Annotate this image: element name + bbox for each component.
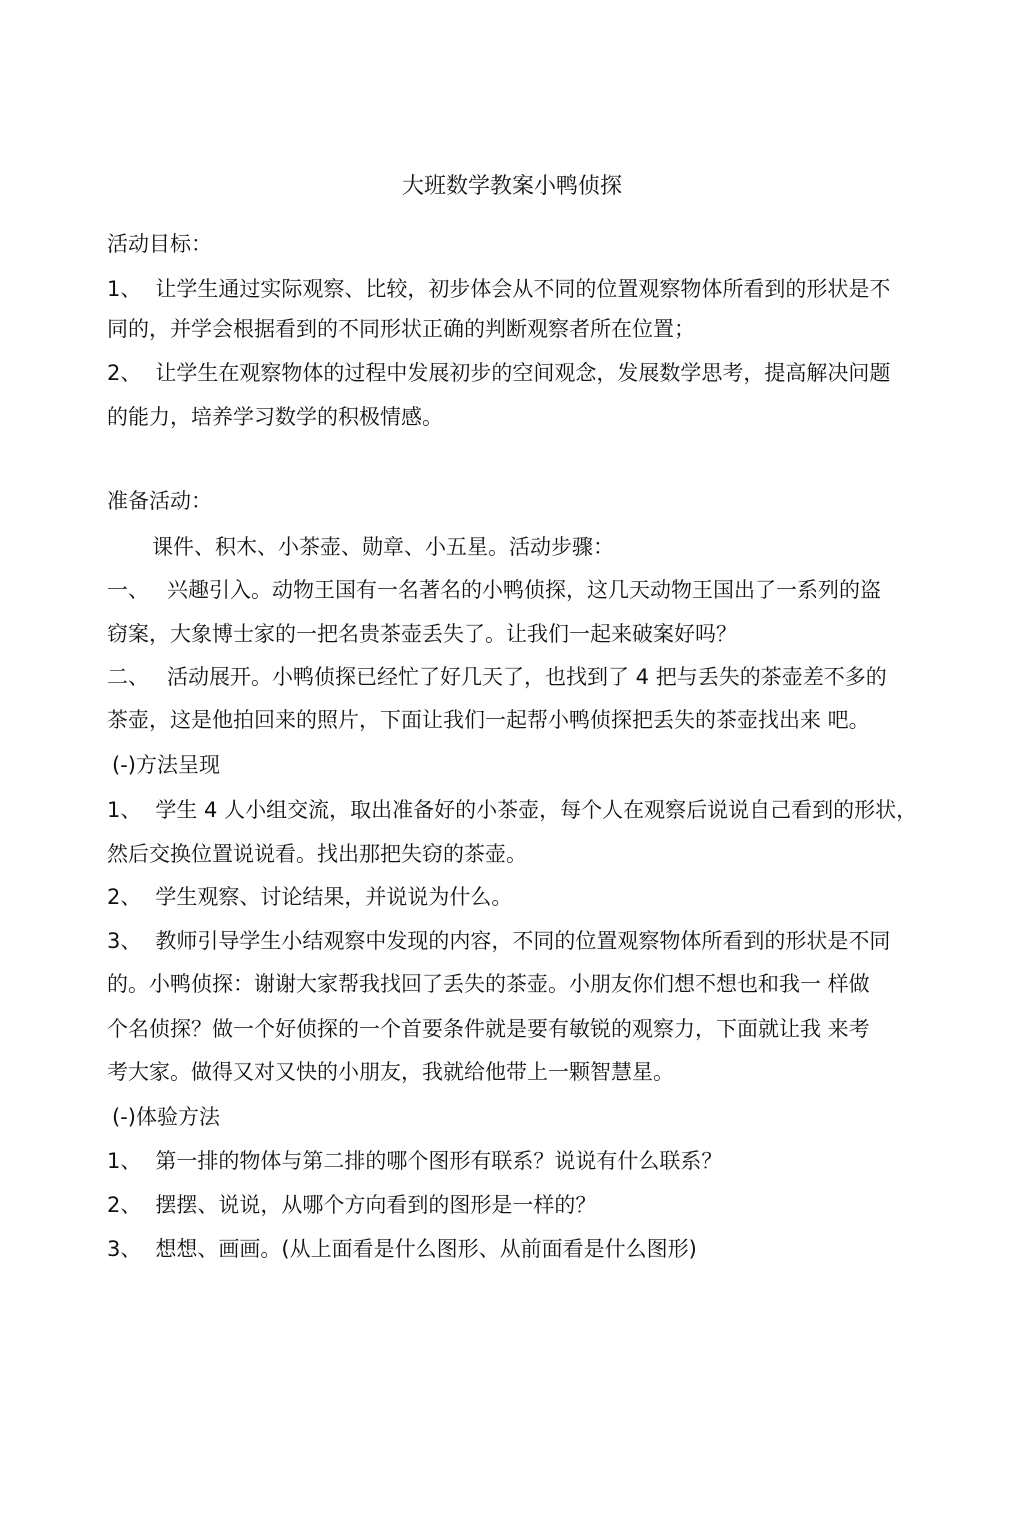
s1-item-2-text: 学生观察、讨论结果，并说说为什么。 [155, 885, 513, 909]
goal-2-line-2: 的能力，培养学习数学的积极情感。 [107, 405, 443, 429]
goal-1-text: 让学生通过实际观察、比较，初步体会从不同的位置观察物体所看到的形状是不 [155, 277, 891, 301]
s2-item-3-text: 想想、画画。(从上面看是什么图形、从前面看是什么图形) [155, 1237, 697, 1261]
s1-item-1-number: 1、 [107, 798, 142, 822]
goal-1-number: 1、 [107, 277, 142, 301]
s2-item-2-number: 2、 [107, 1193, 142, 1217]
step-2-number: 二、 [107, 665, 149, 689]
goal-2-text: 让学生在观察物体的过程中发展初步的空间观念，发展数学思考，提高解决问题 [155, 361, 891, 385]
s1-item-3-line-1 [107, 926, 922, 956]
prep-materials-line: 课件、积木、小茶壶、勋章、小五星。活动步骤： [152, 535, 614, 559]
s1-item-1-text: 学生 4 人小组交流，取出准备好的小茶壶，每个人在观察后说说自己看到的形状， [155, 798, 918, 822]
s1-item-1-line-2: 然后交换位置说说看。找出那把失窃的茶壶。 [107, 842, 527, 866]
section-2-heading: (-)体验方法 [112, 1105, 220, 1129]
step-2-line-1 [107, 662, 922, 692]
goal-2-number: 2、 [107, 361, 142, 385]
goals-heading: 活动目标： [107, 232, 212, 256]
document-title: 大班数学教案小鸭侦探 [401, 174, 622, 199]
s1-item-3-line-2: 的。小鸭侦探：谢谢大家帮我找回了丢失的茶壶。小朋友你们想不想也和我一 样做 [107, 972, 870, 996]
s2-item-1-number: 1、 [107, 1149, 142, 1173]
s2-item-3-line-1 [107, 1234, 922, 1264]
step-2-line-2: 茶壶，这是他拍回来的照片，下面让我们一起帮小鸭侦探把丢失的茶壶找出来 吧。 [107, 708, 870, 732]
s1-item-2-number: 2、 [107, 885, 142, 909]
s1-item-2-line-1 [107, 882, 922, 912]
prep-heading: 准备活动： [107, 489, 212, 513]
s1-item-3-text: 教师引导学生小结观察中发现的内容，不同的位置观察物体所看到的形状是不同 [155, 929, 891, 953]
s2-item-2-text: 摆摆、说说，从哪个方向看到的图形是一样的？ [155, 1193, 597, 1217]
step-1-line-2: 窃案，大象博士家的一把名贵茶壶丢失了。让我们一起来破案好吗？ [107, 622, 737, 646]
s2-item-2-line-1 [107, 1190, 922, 1220]
s2-item-3-number: 3、 [107, 1237, 142, 1261]
step-1-line-1 [107, 575, 922, 605]
s1-item-1-line-1 [107, 795, 922, 825]
goal-1-line-1 [107, 274, 922, 304]
step-1-number: 一、 [107, 578, 149, 602]
s1-item-3-number: 3、 [107, 929, 142, 953]
goal-2-line-1 [107, 358, 922, 388]
s1-item-3-line-3: 个名侦探？做一个好侦探的一个首要条件就是要有敏锐的观察力，下面就让我 来考 [107, 1017, 870, 1041]
step-1-text: 兴趣引入。动物王国有一名著名的小鸭侦探，这几天动物王国出了一系列的盗 [167, 578, 881, 602]
s1-item-3-line-4: 考大家。做得又对又快的小朋友，我就给他带上一颗智慧星。 [107, 1060, 674, 1084]
section-1-heading: (-)方法呈现 [112, 753, 220, 777]
s2-item-1-text: 第一排的物体与第二排的哪个图形有联系？说说有什么联系？ [155, 1149, 723, 1173]
s2-item-1-line-1 [107, 1146, 922, 1176]
goal-1-line-2: 同的，并学会根据看到的不同形状正确的判断观察者所在位置； [107, 317, 695, 341]
step-2-text: 活动展开。小鸭侦探已经忙了好几天了，也找到了 4 把与丢失的茶壶差不多的 [167, 665, 887, 689]
